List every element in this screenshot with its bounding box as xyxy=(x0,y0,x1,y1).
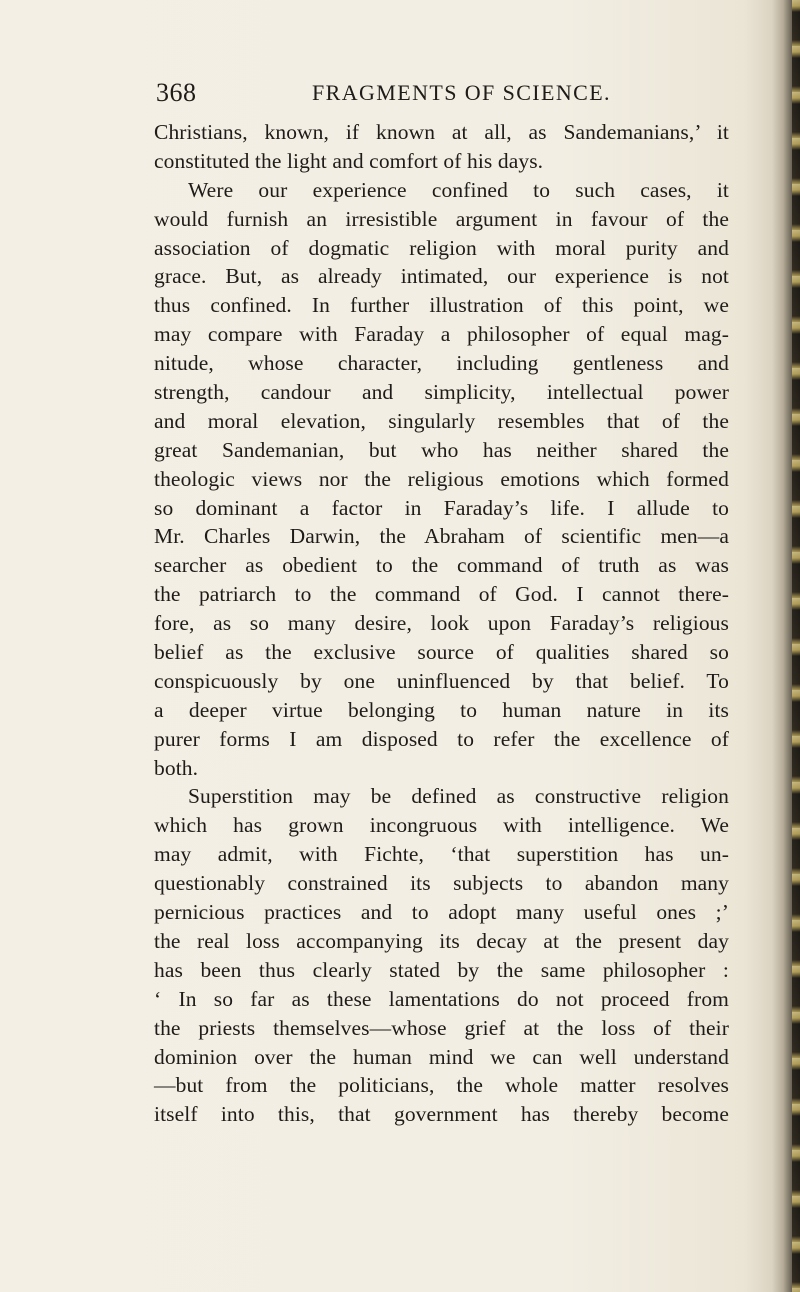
text-line: theologic views nor the religious emotions which formed xyxy=(154,466,729,491)
text-line: belief as the exclusive source of qualities shared so xyxy=(154,640,729,665)
running-title: FRAGMENTS OF SCIENCE. xyxy=(312,80,611,105)
text-line: great Sandemanian, but who has neither shared the xyxy=(154,437,729,462)
text-line: questionably constrained its subjects to abandon many xyxy=(154,871,729,896)
text-line: searcher as obedient to the command of truth as was xyxy=(154,553,729,578)
text-line: so dominant a factor in Faraday’s life. I allude to xyxy=(154,495,729,520)
text-line: Were our experience confined to such cases, it xyxy=(188,177,729,202)
text-line: purer forms I am disposed to refer the excellence of xyxy=(154,726,729,751)
text-line: nitude, whose character, including gentleness and xyxy=(154,351,729,376)
text-line: the priests themselves—whose grief at the loss of their xyxy=(154,1015,729,1040)
text-line: may admit, with Fichte, ‘that superstition has un- xyxy=(154,842,729,867)
text-line: a deeper virtue belonging to human nature in its xyxy=(154,697,729,722)
text-line: grace. But, as already intimated, our experience is not xyxy=(154,264,729,289)
text-line: may compare with Faraday a philosopher of equal mag- xyxy=(154,322,729,347)
text-line: which has grown incongruous with intelligence. We xyxy=(154,813,729,838)
text-line: —but from the politicians, the whole matter resolves xyxy=(154,1073,729,1098)
text-line: thus confined. In further illustration of this point, we xyxy=(154,293,729,318)
text-line: constituted the light and comfort of his days. xyxy=(154,148,544,173)
body-text xyxy=(154,118,729,1129)
text-line: ‘ In so far as these lamentations do not proceed from xyxy=(154,986,729,1011)
page-edge-shadow xyxy=(772,0,800,1292)
text-line: fore, as so many desire, look upon Faraday’s religious xyxy=(154,611,729,636)
text-line: dominion over the human mind we can well understand xyxy=(154,1044,729,1069)
text-line: has been thus clearly stated by the same philosopher : xyxy=(154,957,729,982)
text-line: the patriarch to the command of God. I cannot there- xyxy=(154,582,729,607)
running-head xyxy=(0,78,770,110)
text-line: strength, candour and simplicity, intellectual power xyxy=(154,380,729,405)
text-line: Mr. Charles Darwin, the Abraham of scientific men—a xyxy=(154,524,729,549)
text-line: association of dogmatic religion with moral purity and xyxy=(154,235,729,260)
text-line: Christians, known, if known at all, as Sandemanians,’ it xyxy=(154,120,729,144)
text-line: itself into this, that government has thereby become xyxy=(154,1102,729,1127)
text-line: conspicuously by one uninfluenced by that belief. To xyxy=(154,668,729,693)
page-number: 368 xyxy=(156,78,197,107)
text-line: and moral elevation, singularly resembles that of the xyxy=(154,408,729,433)
text-line: both. xyxy=(154,755,199,780)
text-line: Superstition may be defined as constructive religion xyxy=(188,784,729,809)
text-line: pernicious practices and to adopt many useful ones ;’ xyxy=(154,900,729,925)
text-line: the real loss accompanying its decay at the present day xyxy=(154,928,729,953)
text-line: would furnish an irresistible argument in favour of the xyxy=(154,206,729,231)
